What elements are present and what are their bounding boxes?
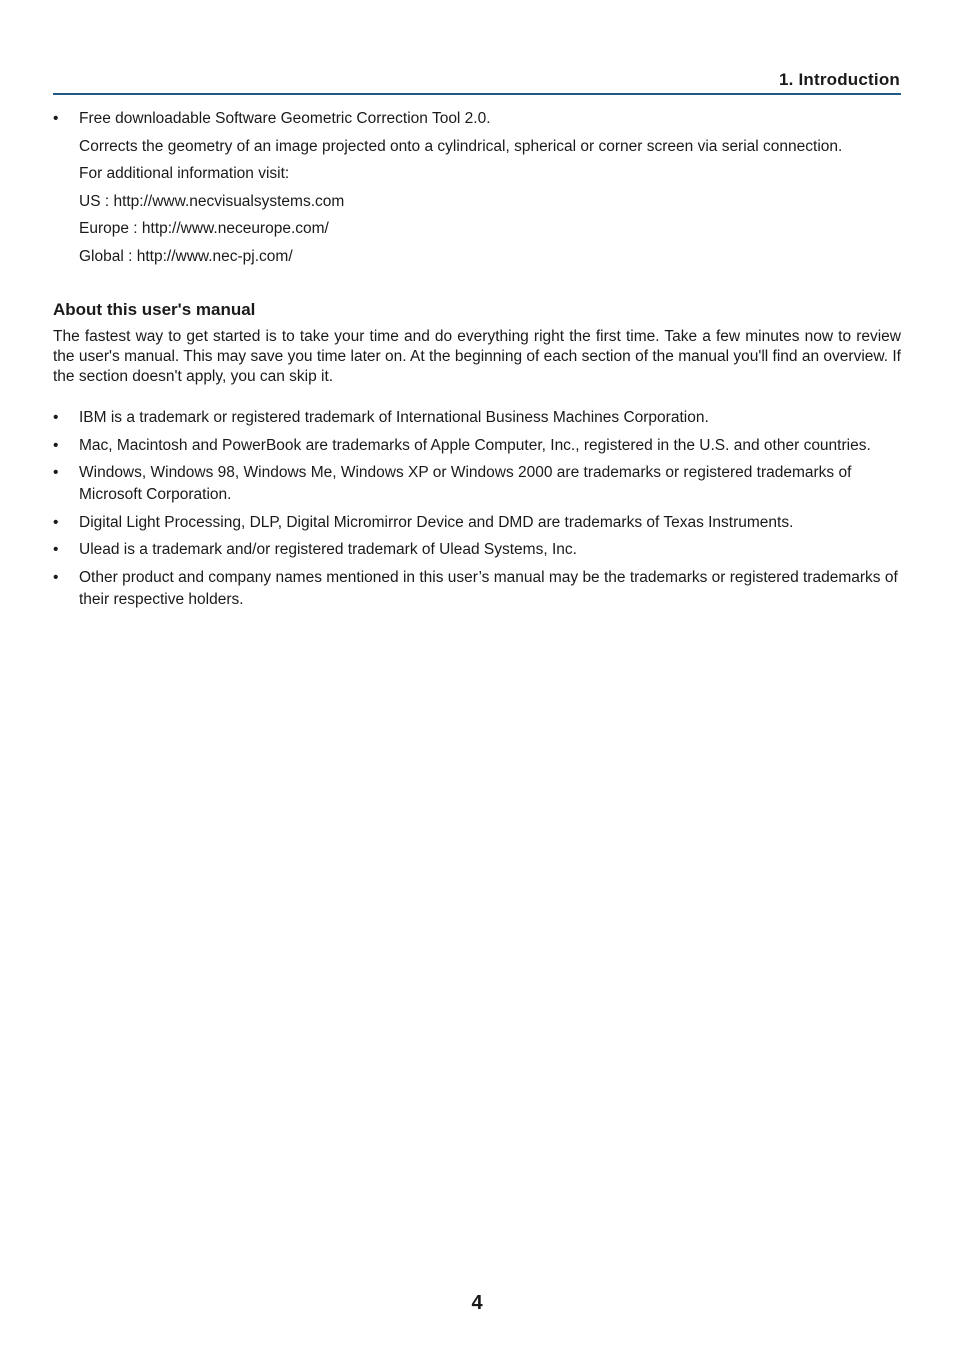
trademark-text: Digital Light Processing, DLP, Digital Micromirror Device and DMD are trademarks of Texas Instruments. bbox=[79, 513, 794, 531]
trademark-text: Other product and company names mentioned in this user’s manual may be the trademarks or registered trademarks of their respective holders. bbox=[79, 568, 898, 608]
trademark-text: Windows, Windows 98, Windows Me, Windows XP or Windows 2000 are trademarks or registered trademarks of Microsoft Corporation. bbox=[79, 464, 852, 503]
header-rule bbox=[53, 93, 901, 95]
bullet-icon: • bbox=[53, 409, 59, 426]
software-description: Corrects the geometry of an image projected onto a cylindrical, spherical or corner screen via serial connection. bbox=[79, 137, 843, 155]
bullet-icon: • bbox=[53, 436, 59, 454]
trademark-list bbox=[53, 407, 901, 616]
bullet-icon: • bbox=[53, 110, 59, 127]
bullet-icon: • bbox=[53, 464, 59, 481]
page-number: 4 bbox=[471, 1292, 483, 1314]
list-item bbox=[53, 539, 901, 561]
trademark-text: Mac, Macintosh and PowerBook are trademarks of Apple Computer, Inc., registered in the U.S. and other countries. bbox=[79, 436, 871, 454]
bullet-icon: • bbox=[53, 513, 59, 531]
link-us[interactable]: US : http://www.necvisualsystems.com bbox=[79, 192, 345, 210]
list-item bbox=[53, 512, 901, 534]
list-item bbox=[53, 435, 901, 457]
info-visit-label: For additional information visit: bbox=[79, 165, 290, 182]
list-item bbox=[53, 108, 901, 268]
list-item bbox=[53, 567, 901, 611]
software-info-list bbox=[53, 108, 901, 268]
chapter-title: 1. Introduction bbox=[778, 70, 900, 89]
bullet-icon: • bbox=[53, 541, 59, 558]
list-item bbox=[53, 462, 901, 506]
link-europe[interactable]: Europe : http://www.neceurope.com/ bbox=[79, 220, 329, 237]
section-title: About this user's manual bbox=[53, 300, 256, 319]
software-title: Free downloadable Software Geometric Correction Tool 2.0. bbox=[79, 110, 491, 127]
about-paragraph: The fastest way to get started is to take your time and do everything right the first time. Take a few minutes now to review the user's manual. This may save you time later on. At the beginning of each section of the manual you'll find an overview. If the section doesn't apply, you can skip it. bbox=[53, 328, 901, 386]
trademark-text: IBM is a trademark or registered trademark of International Business Machines Corporation. bbox=[79, 409, 709, 426]
list-item bbox=[53, 407, 901, 429]
trademark-text: Ulead is a trademark and/or registered trademark of Ulead Systems, Inc. bbox=[79, 541, 577, 558]
link-global[interactable]: Global : http://www.nec-pj.com/ bbox=[79, 247, 293, 265]
bullet-icon: • bbox=[53, 568, 59, 586]
